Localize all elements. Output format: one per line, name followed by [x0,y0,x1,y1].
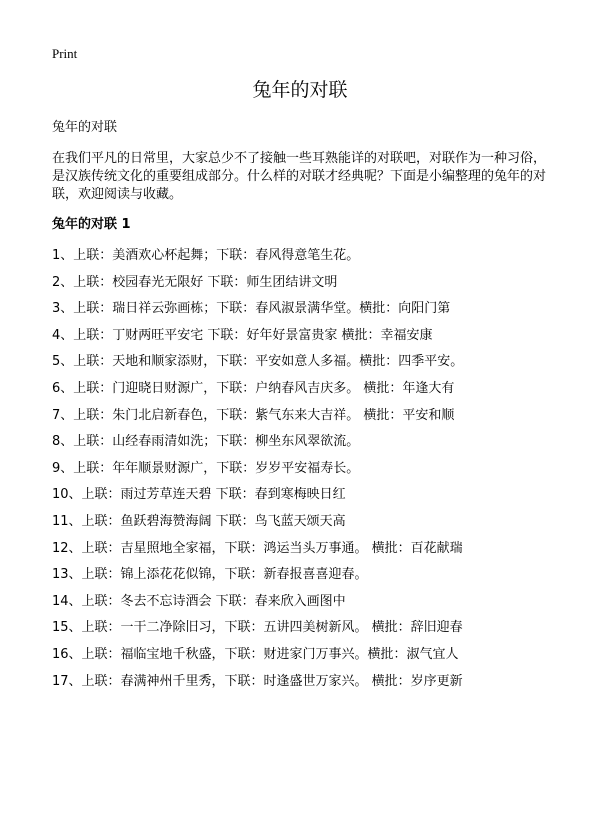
article-subtitle: 兔年的对联 [52,120,118,135]
couplet-item: 9、上联：年年顺景财源广，下联：岁岁平安福寿长。 [52,460,360,476]
couplet-item: 8、上联：山经春雨清如洗；下联：柳坐东风翠欲流。 [52,434,360,450]
couplet-item: 14、上联：冬去不忘诗酒会 下联：春来欣入画图中 [52,593,346,609]
couplet-item: 17、上联：春满神州千里秀，下联：时逢盛世万家兴。 横批：岁序更新 [52,673,463,689]
couplet-item: 13、上联：锦上添花花似锦，下联：新春报喜喜迎春。 [52,567,368,583]
couplet-list [52,246,572,698]
couplet-item: 3、上联：瑞日祥云弥画栋；下联：春风淑景满华堂。横批：向阳门第 [52,301,451,317]
page-title: 兔年的对联 [252,79,348,101]
couplet-item: 1、上联：美酒欢心杯起舞；下联：春风得意笔生花。 [52,248,360,263]
intro-paragraph: 在我们平凡的日常里，大家总少不了接触一些耳熟能详的对联吧，对联作为一种习俗，是汉族传统文化的重要组成部分。什么样的对联才经典呢？下面是小编整理的兔年的对联，欢迎阅读与收藏。 [52,151,547,202]
couplet-item: 5、上联：天地和顺家添财，下联：平安如意人多福。横批：四季平安。 [52,354,464,370]
couplet-item: 16、上联：福临宝地千秋盛，下联：财进家门万事兴。横批：淑气宜人 [52,646,459,662]
couplet-item: 7、上联：朱门北启新春色，下联：紫气东来大吉祥。 横批：平安和顺 [52,407,455,423]
couplet-item: 2、上联：校园春光无限好 下联：师生团结讲文明 [52,274,338,290]
couplet-item: 6、上联：门迎晓日财源广，下联：户纳春风吉庆多。 横批：年逢大有 [52,380,455,396]
couplet-item: 10、上联：雨过芳草连天碧 下联：春到寒梅映日红 [52,487,346,503]
couplet-item: 4、上联：丁财两旺平安宅 下联：好年好景富贵家 横批：幸福安康 [52,327,433,343]
couplet-item: 11、上联：鱼跃碧海赞海阔 下联：鸟飞蓝天颂天高 [52,513,346,529]
couplet-item: 15、上联：一干二净除旧习，下联：五讲四美树新风。 横批：辞旧迎春 [52,620,463,636]
print-link[interactable]: Print [52,46,78,61]
section-heading: 兔年的对联 1 [52,217,131,232]
couplet-item: 12、上联：吉星照地全家福，下联：鸿运当头万事通。 横批：百花献瑞 [52,540,463,556]
